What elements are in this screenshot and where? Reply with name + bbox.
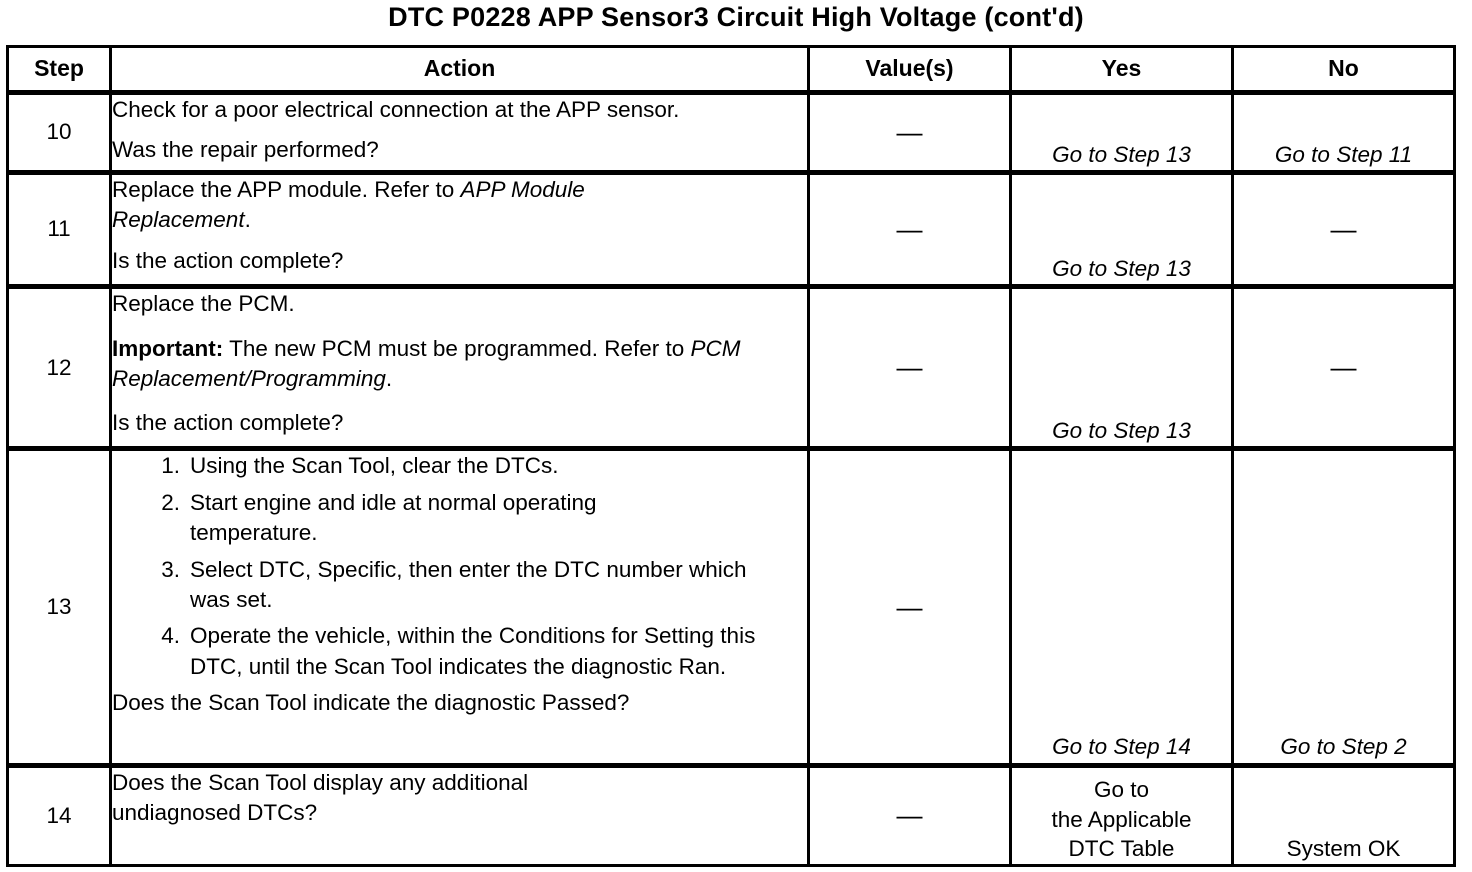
action-cell bbox=[111, 765, 809, 865]
list-item: 2. Start engine and idle at normal operating temperature. bbox=[161, 489, 597, 546]
table-row bbox=[8, 93, 1455, 173]
header-value: Value(s) bbox=[809, 47, 1011, 93]
step-number: 14 bbox=[8, 765, 111, 865]
no-cell: Go to Step 2 bbox=[1233, 449, 1455, 765]
action-question: Was the repair performed? bbox=[112, 137, 379, 163]
action-question: Is the action complete? bbox=[112, 410, 344, 436]
table-row bbox=[8, 449, 1455, 765]
action-cell bbox=[111, 173, 809, 287]
action-text: Replace the PCM. bbox=[112, 291, 295, 317]
no-cell: — bbox=[1233, 173, 1455, 287]
yes-cell: Go to the Applicable DTC Table bbox=[1011, 765, 1233, 865]
list-item: 3. Select DTC, Specific, then enter the DTC number which was set. bbox=[161, 556, 747, 612]
reference-link: PCM Replacement/Programming bbox=[112, 335, 741, 391]
diagnostic-table bbox=[6, 45, 1456, 867]
important-label: Important: bbox=[112, 335, 224, 361]
yes-cell: Go to Step 13 bbox=[1011, 173, 1233, 287]
yes-cell: Go to Step 13 bbox=[1011, 287, 1233, 449]
action-question: Does the Scan Tool display any additional undiagnosed DTCs? bbox=[112, 769, 529, 826]
header-row bbox=[8, 47, 1455, 93]
value-cell: — bbox=[809, 93, 1011, 173]
list-item: 1. Using the Scan Tool, clear the DTCs. bbox=[161, 453, 559, 479]
action-question: Is the action complete? bbox=[112, 247, 344, 273]
step-number: 11 bbox=[8, 173, 111, 287]
value-cell: — bbox=[809, 173, 1011, 287]
value-cell: — bbox=[809, 287, 1011, 449]
table-row bbox=[8, 173, 1455, 287]
header-step: Step bbox=[8, 47, 111, 93]
action-text: Check for a poor electrical connection at the APP sensor. bbox=[112, 97, 680, 122]
action-cell bbox=[111, 449, 809, 765]
value-cell: — bbox=[809, 449, 1011, 765]
no-cell: System OK bbox=[1233, 765, 1455, 865]
header-action: Action bbox=[111, 47, 809, 93]
value-cell: — bbox=[809, 765, 1011, 865]
header-no: No bbox=[1233, 47, 1455, 93]
table-row bbox=[8, 287, 1455, 449]
action-cell bbox=[111, 93, 809, 173]
no-cell: — bbox=[1233, 287, 1455, 449]
reference-link: APP Module Replacement bbox=[112, 177, 585, 233]
action-question: Does the Scan Tool indicate the diagnostic Passed? bbox=[112, 690, 630, 716]
header-yes: Yes bbox=[1011, 47, 1233, 93]
table-row bbox=[8, 765, 1455, 865]
step-number: 12 bbox=[8, 287, 111, 449]
important-note: Important: The new PCM must be programmed. Refer to PCM Replacement/Programming. bbox=[112, 335, 741, 391]
yes-cell: Go to Step 14 bbox=[1011, 449, 1233, 765]
procedure-list bbox=[112, 451, 807, 682]
yes-cell: Go to Step 13 bbox=[1011, 93, 1233, 173]
action-cell bbox=[111, 287, 809, 449]
page-title: DTC P0228 APP Sensor3 Circuit High Voltage (cont'd) bbox=[388, 2, 1084, 32]
step-number: 13 bbox=[8, 449, 111, 765]
action-text: Replace the APP module. Refer to APP Module Replacement. bbox=[112, 177, 585, 233]
step-number: 10 bbox=[8, 93, 111, 173]
no-cell: Go to Step 11 bbox=[1233, 93, 1455, 173]
list-item: 4. Operate the vehicle, within the Conditions for Setting this DTC, until the Scan Tool indicates the diagnostic Ran. bbox=[161, 623, 756, 679]
